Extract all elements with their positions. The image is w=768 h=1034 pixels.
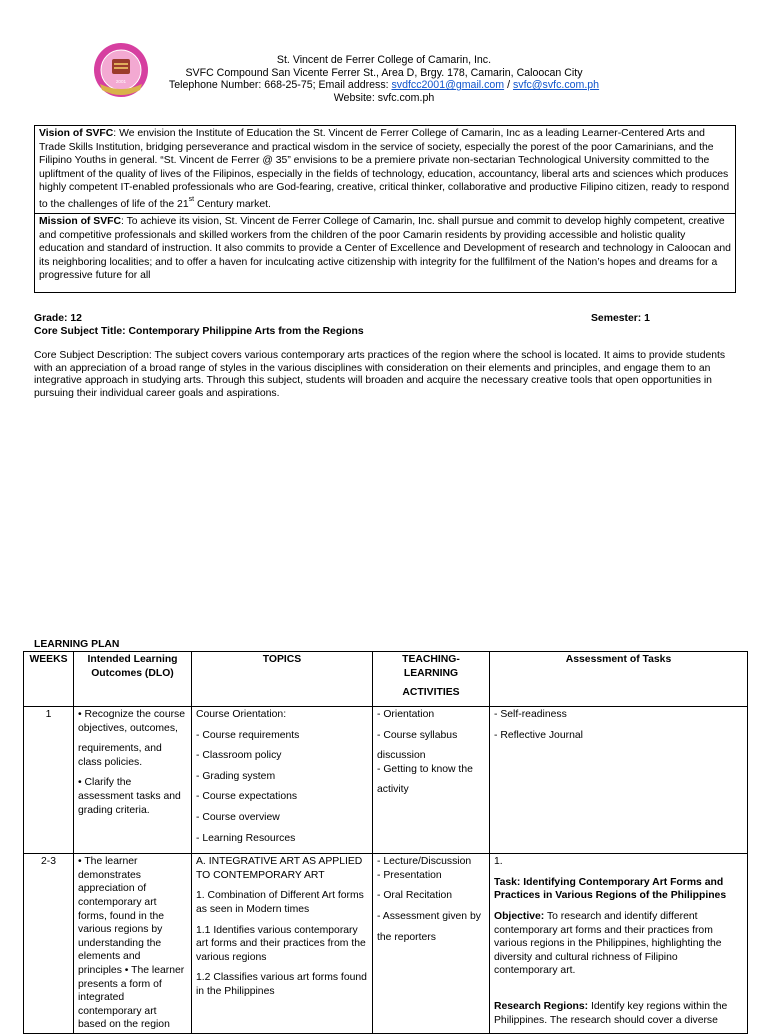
topic-item: A. INTEGRATIVE ART AS APPLIED TO CONTEMPORARY ART	[196, 856, 363, 881]
activity-item: activity	[377, 784, 409, 796]
email-link-secondary[interactable]: svfc@svfc.com.ph	[512, 79, 600, 92]
table-header-row	[24, 652, 748, 707]
assessment-task-title: Task: Identifying Contemporary Art Forms and Practices in Various Regions of the Philippines	[494, 876, 727, 902]
vision-superscript: st	[188, 195, 195, 203]
assessment-cell	[490, 854, 748, 1034]
activity-item: - Presentation	[377, 869, 442, 881]
table-row	[24, 707, 748, 854]
mission-text: : To achieve its vision, St. Vincent de Ferrer College of Camarin, Inc. shall pursue and commit to develop highly competent, creative and competitive professionals and skilled workers from the children of the poor Camarin residents by providing accessible and holistic quality education and standard of instruction. It also commits to provide a Center of Excellence and Development of research and technology in Caloocan and its neighboring localities; and to offer a haven for inculcating active citizenship with integrity for the fullfilment of the Nation’s hopes and dreams for a progressive future for all	[39, 216, 731, 282]
assessment-research-regions	[494, 1000, 743, 1027]
topic-item: Course Orientation:	[196, 709, 287, 720]
dlo-cell	[74, 854, 192, 1034]
header-assessment: Assessment of Tasks	[490, 652, 748, 707]
assessment-cell	[490, 707, 748, 854]
topic-item: - Course requirements	[196, 729, 300, 741]
activity-item: - Course syllabus	[377, 729, 458, 741]
objective-text: To research and identify different contemporary art forms and their practices from various regions in the Philippines, highlighting the diversity and cultural richness of Filipino contemporary art.	[494, 910, 722, 977]
dlo-cell	[74, 707, 192, 854]
dlo-item: • The learner demonstrates appreciation of contemporary art forms, found in the various regions by understanding the elements and principles • The learner presents a form of integrated contemporary art based on the region	[78, 856, 185, 1031]
header-dlo: Intended Learning Outcomes (DLO)	[74, 652, 192, 707]
topic-item: 1. Combination of Different Art forms as seen in Modern times	[196, 890, 364, 915]
institution-address: SVFC Compound San Vicente Ferrer St., Area D, Brgy. 178, Camarin, Caloocan City	[185, 66, 583, 79]
letterhead	[0, 54, 768, 104]
assessment-number: 1.	[494, 856, 503, 868]
week-cell: 1	[24, 707, 74, 854]
learning-plan-table	[23, 651, 748, 1034]
topic-item: 1.2 Classifies various art forms found in the Philippines	[196, 972, 367, 997]
topic-item: - Learning Resources	[196, 832, 296, 844]
email-separator: /	[504, 79, 513, 92]
topics-cell	[192, 707, 373, 854]
mission-label: Mission of SVFC	[39, 216, 121, 228]
vision-text: : We envision the Institute of Education the St. Vincent de Ferrer College of Camarin, Inc as a leading Learner-Centered Arts and Trade Skills Institution, bridging perseverance and practical wisdom in the service of society, especially the porest of the poor Camarinians, and the Filipino Youths in general. “St. Vincent de Ferrer @ 35” envisions to be a premiere private non-sectarian Technological University committed to the upliftment of the quality of lives of the Filipinos, especially in the fields of technology, education, accountancy, liberal arts and sciences which produces highly competent IT-enabled professionals who are God-fearing, creative, critical thinker, collaborative and productive Filipino citizen, ready to respond to the challenges of life of the 21	[39, 128, 730, 210]
header-topics: TOPICS	[192, 652, 373, 707]
header-activities-line2: ACTIVITIES	[402, 687, 460, 699]
institution-name: St. Vincent de Ferrer College of Camarin, Inc.	[276, 54, 492, 66]
topic-item: - Course expectations	[196, 791, 298, 803]
topic-item: - Classroom policy	[196, 750, 282, 762]
dlo-item: • Clarify the assessment tasks and grading criteria.	[78, 777, 181, 816]
activity-item: discussion	[377, 750, 426, 762]
assessment-item: - Self-readiness	[494, 709, 567, 720]
contact-line	[0, 79, 768, 92]
table-row	[24, 854, 748, 1034]
learning-plan-label: LEARNING PLAN	[34, 639, 120, 650]
dlo-item: • Recognize the course objectives, outcomes,	[78, 709, 186, 734]
header-activities	[373, 652, 490, 707]
assessment-item: - Reflective Journal	[494, 729, 583, 741]
vision-mission-box	[34, 125, 736, 293]
phone-text: Telephone Number: 668-25-75; Email address:	[168, 79, 392, 92]
activities-cell	[373, 854, 490, 1034]
topic-item: - Grading system	[196, 770, 276, 782]
activity-item: - Lecture/Discussion	[377, 856, 472, 868]
topic-item: 1.1 Identifies various contemporary art forms and their practices from the various regions	[196, 924, 366, 963]
subject-description: Core Subject Description: The subject covers various contemporary arts practices of the region where the school is located. It aims to provide students with an appreciation of a broad range of styles in the various disciplines with consideration on their elements and principles, and engage them to an integrative approach in studying arts. Through this subject, students will broaden and acquire the necessary creative tools that open opportunities in pursuing their individual career goals and aspirations.	[34, 350, 726, 399]
vision-section	[35, 126, 735, 213]
email-link-primary[interactable]: svdfcc2001@gmail.com	[391, 79, 505, 92]
topics-cell	[192, 854, 373, 1034]
activity-item: - Assessment given by	[377, 910, 481, 922]
mission-section	[35, 213, 735, 292]
assessment-objective	[494, 910, 743, 978]
topic-item: - Course overview	[196, 811, 280, 823]
website-text: Website: svfc.com.ph	[333, 91, 435, 104]
grade-label: Grade: 12	[34, 313, 82, 324]
subject-title: Core Subject Title: Contemporary Philippine Arts from the Regions	[34, 326, 364, 337]
research-regions-text: Identify key regions within the Philippines. The research should cover a diverse	[494, 1000, 728, 1026]
semester-label: Semester: 1	[591, 313, 650, 324]
activities-cell	[373, 707, 490, 854]
activity-item: - Oral Recitation	[377, 890, 453, 902]
header-weeks: WEEKS	[24, 652, 74, 707]
header-activities-line1: TEACHING-LEARNING	[402, 654, 460, 679]
vision-text-end: Century market.	[194, 198, 271, 210]
activity-item: - Getting to know the	[377, 763, 473, 775]
research-regions-label: Research Regions:	[494, 1000, 589, 1012]
dlo-item: requirements, and class policies.	[78, 743, 162, 768]
activity-item: the reporters	[377, 931, 436, 943]
objective-label: Objective:	[494, 910, 545, 922]
vision-label: Vision of SVFC	[39, 128, 114, 139]
activity-item: - Orientation	[377, 709, 435, 720]
seal-year: 2001	[115, 79, 127, 84]
week-cell: 2-3	[24, 854, 74, 1034]
